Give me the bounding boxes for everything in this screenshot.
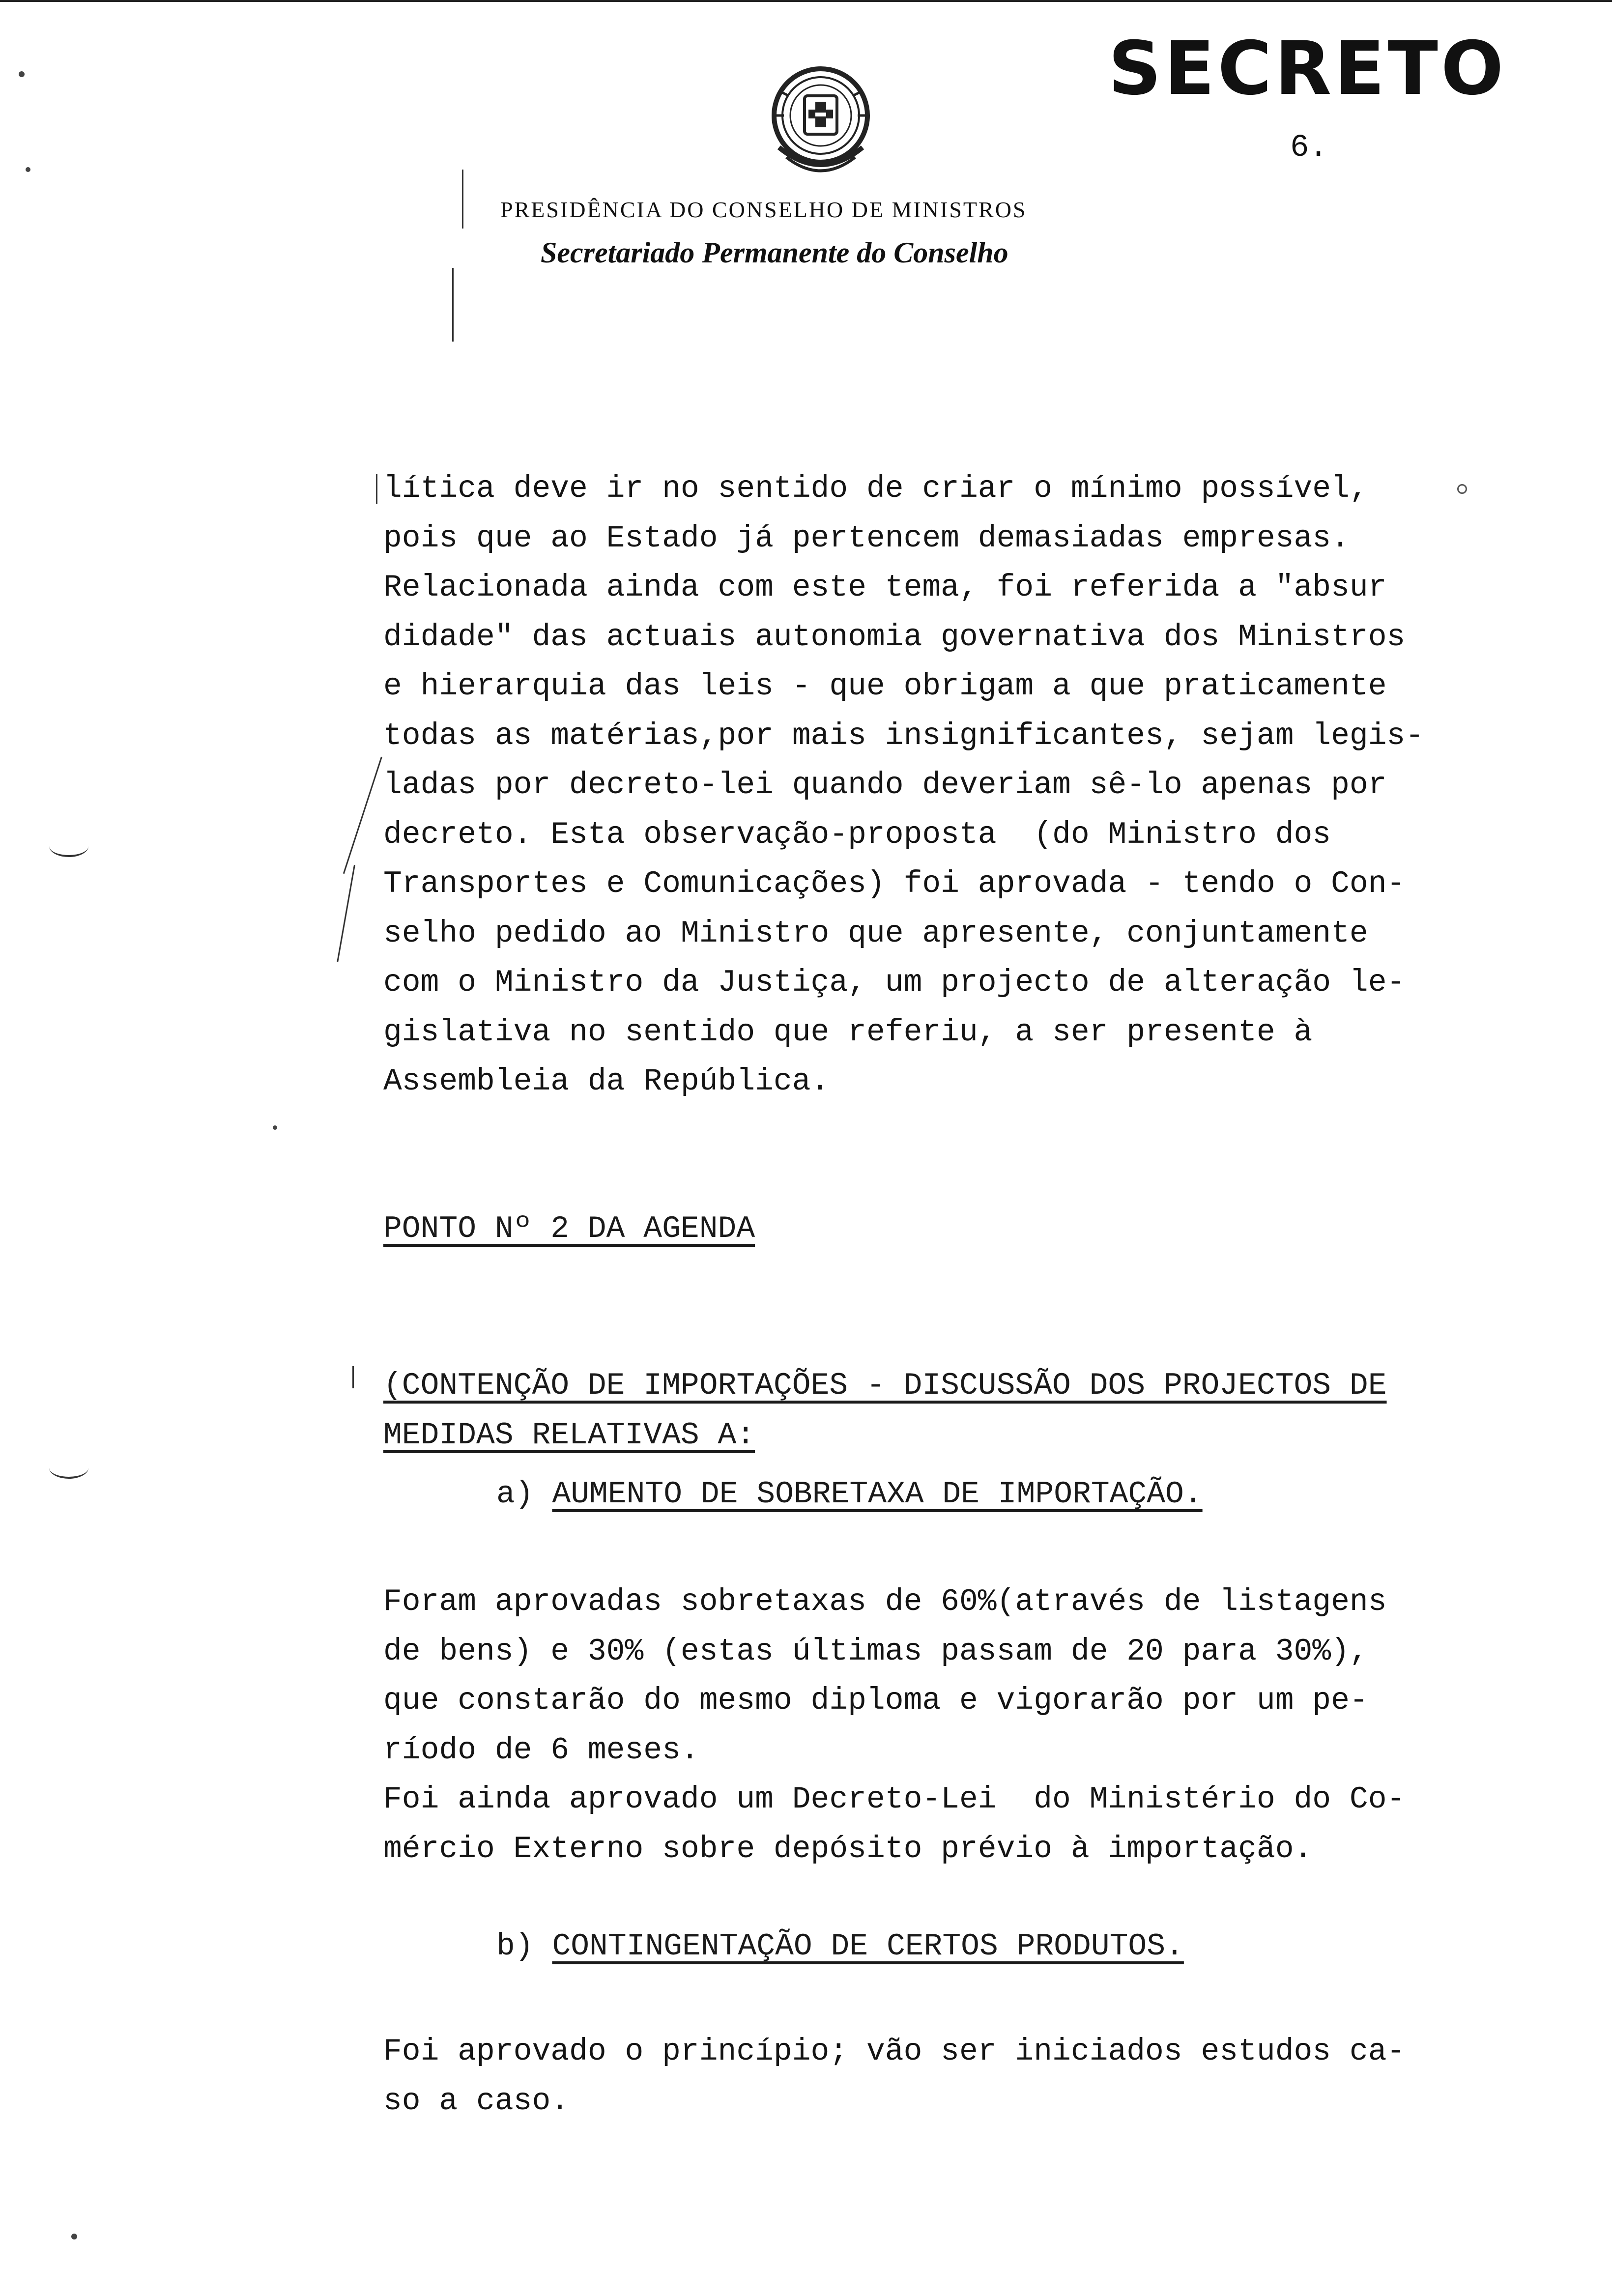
subitem-marker: b) [496,1929,534,1964]
body-paragraph [383,464,1424,1107]
subitem-title: CONTINGENTAÇÃO DE CERTOS PRODUTOS. [552,1929,1184,1964]
top-border-line [0,0,1612,2]
text-line: gislativa no sentido que referiu, a ser presente à [383,1014,1313,1050]
text-line: pois que ao Estado já pertencem demasiadas empresas. [383,520,1350,556]
title-line: MEDIDAS RELATIVAS A: [383,1417,755,1453]
classification-stamp: SECRETO [1108,26,1507,112]
title-line: (CONTENÇÃO DE IMPORTAÇÕES - DISCUSSÃO DOS PROJECTOS DE [383,1368,1387,1403]
office-subtitle: Secretariado Permanente do Conselho [541,236,1008,269]
text-line: selho pedido ao Ministro que apresente, conjuntamente [383,916,1368,951]
text-line: e hierarquia das leis - que obrigam a que praticamente [383,669,1387,704]
text-line: ríodo de 6 meses. [383,1732,699,1768]
coat-of-arms-icon [764,61,877,184]
margin-line [376,474,377,504]
text-line: Assembleia da República. [383,1064,830,1099]
margin-line [452,268,454,342]
text-line: Transportes e Comunicações) foi aprovada - tendo o Con- [383,866,1406,901]
office-name: PRESIDÊNCIA DO CONSELHO DE MINISTROS [500,197,1027,222]
subitem-title: AUMENTO DE SOBRETAXA DE IMPORTAÇÃO. [552,1477,1203,1512]
text-line: que constarão do mesmo diploma e vigorarão por um pe- [383,1683,1368,1718]
text-line: Relacionada ainda com este tema, foi referida a "absur [383,570,1387,605]
agenda-item-title [383,1361,1387,1460]
text-line: Foram aprovadas sobretaxas de 60%(através de listagens [383,1584,1387,1619]
subitem-marker: a) [496,1477,534,1512]
agenda-heading: PONTO Nº 2 DA AGENDA [383,1211,755,1246]
body-paragraph [383,1578,1405,1874]
stray-mark [49,1457,88,1479]
body-paragraph [383,2027,1405,2126]
text-line: ladas por decreto-lei quando deveriam sê-lo apenas por [383,768,1387,803]
page-number: 6. [1290,130,1328,166]
text-line: so a caso. [383,2083,570,2119]
subitem-a [496,1477,1203,1512]
text-line: decreto. Esta observação-proposta (do Ministro dos [383,817,1331,852]
text-line: de bens) e 30% (estas últimas passam de 20 para 30%), [383,1634,1368,1669]
text-line: com o Ministro da Justiça, um projecto de alteração le- [383,965,1406,1000]
subitem-b [496,1929,1184,1964]
stray-mark [49,835,88,857]
text-line: mércio Externo sobre depósito prévio à importação. [383,1831,1313,1866]
margin-line [352,1366,354,1388]
margin-line [462,170,463,229]
stray-mark [71,2234,77,2239]
text-line: Foi ainda aprovado um Decreto-Lei do Ministério do Co- [383,1782,1406,1817]
text-line: Foi aprovado o princípio; vão ser iniciados estudos ca- [383,2034,1406,2069]
margin-line [337,865,355,962]
text-line: todas as matérias,por mais insignificantes, sejam legis- [383,718,1424,753]
text-line: lítica deve ir no sentido de criar o mínimo possível, [383,471,1368,506]
text-line: didade" das actuais autonomia governativa dos Ministros [383,619,1406,655]
margin-line [343,757,382,874]
stray-mark [1457,484,1467,494]
stray-mark [273,1125,277,1130]
stray-mark [26,167,30,172]
stray-mark [19,71,25,77]
